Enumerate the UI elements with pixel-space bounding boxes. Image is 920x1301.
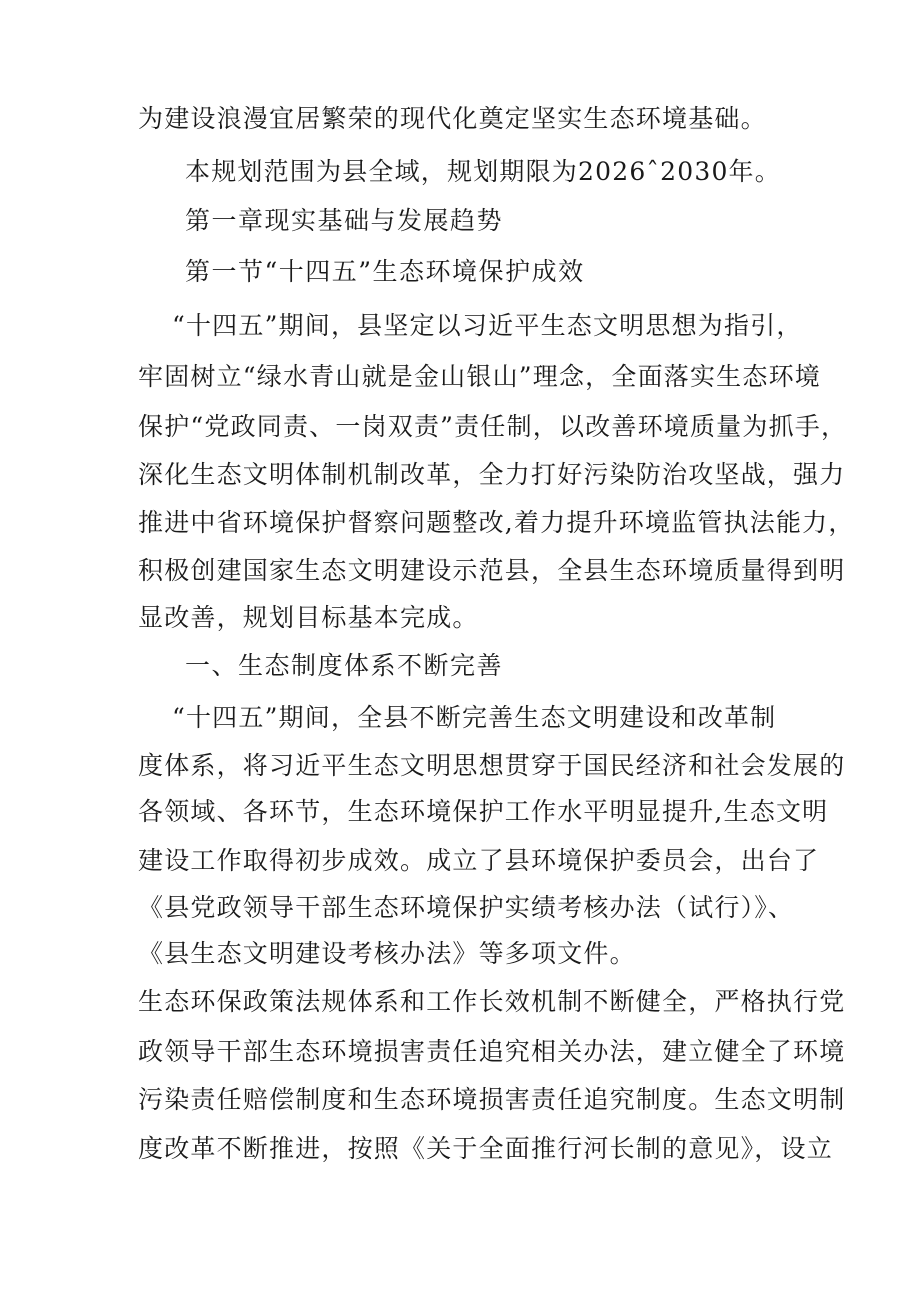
section-heading: 第一节“十四五”生态环境保护成效: [185, 257, 585, 286]
body-text-line: 度体系，将习近平生态文明思想贯穿于国民经济和社会发展的: [138, 751, 846, 780]
body-text-line: 积极创建国家生态文明建设示范县，全县生态环境质量得到明: [138, 556, 846, 585]
body-text-line: 污染责任赔偿制度和生态环境损害责任追究制度。生态文明制: [138, 1085, 846, 1114]
body-text-line: 保护“党政同责、一岗双责”责任制，以改善环境质量为抓手，: [138, 412, 848, 441]
body-text-line: 本规划范围为县全域，规划期限为2026ˆ2030年。: [185, 157, 781, 186]
body-text-line: 《县生态文明建设考核办法》等多项文件。: [138, 939, 636, 968]
chapter-heading: 第一章现实基础与发展趋势: [185, 206, 504, 235]
body-text-line: 建设工作取得初步成效。成立了县环境保护委员会，出台了: [138, 846, 820, 875]
body-text-line: 生态环保政策法规体系和工作长效机制不断健全，严格执行党: [138, 987, 846, 1016]
body-text-line: 推进中省环境保护督察问题整改,着力提升环境监管执法能力，: [138, 508, 855, 537]
body-text-line: 度改革不断推进，按照《关于全面推行河长制的意见》，设立: [138, 1134, 833, 1163]
body-text-line: 政领导干部生态环境损害责任追究相关办法，建立健全了环境: [138, 1037, 846, 1066]
body-text-line: 牢固树立“绿水青山就是金山银山”理念，全面落实生态环境: [138, 362, 821, 391]
body-text-line: “十四五”期间，全县不断完善生态文明建设和改革制: [172, 703, 777, 732]
body-text-line: 各领域、各环节，生态环境保护工作水平明显提升,生态文明: [138, 797, 829, 826]
body-text-line: “十四五”期间，县坚定以习近平生态文明思想为指引，: [172, 311, 803, 340]
subsection-heading: 一、生态制度体系不断完善: [185, 651, 504, 680]
body-text-line: 《县党政领导干部生态环境保护实绩考核办法（试行）》、: [138, 893, 795, 922]
body-text-line: 显改善，规划目标基本完成。: [138, 603, 479, 632]
body-text-line: 深化生态文明体制机制改革，全力打好污染防治攻坚战，强力: [138, 460, 846, 489]
body-text-line: 为建设浪漫宜居繁荣的现代化奠定坚实生态环境基础。: [138, 104, 767, 133]
